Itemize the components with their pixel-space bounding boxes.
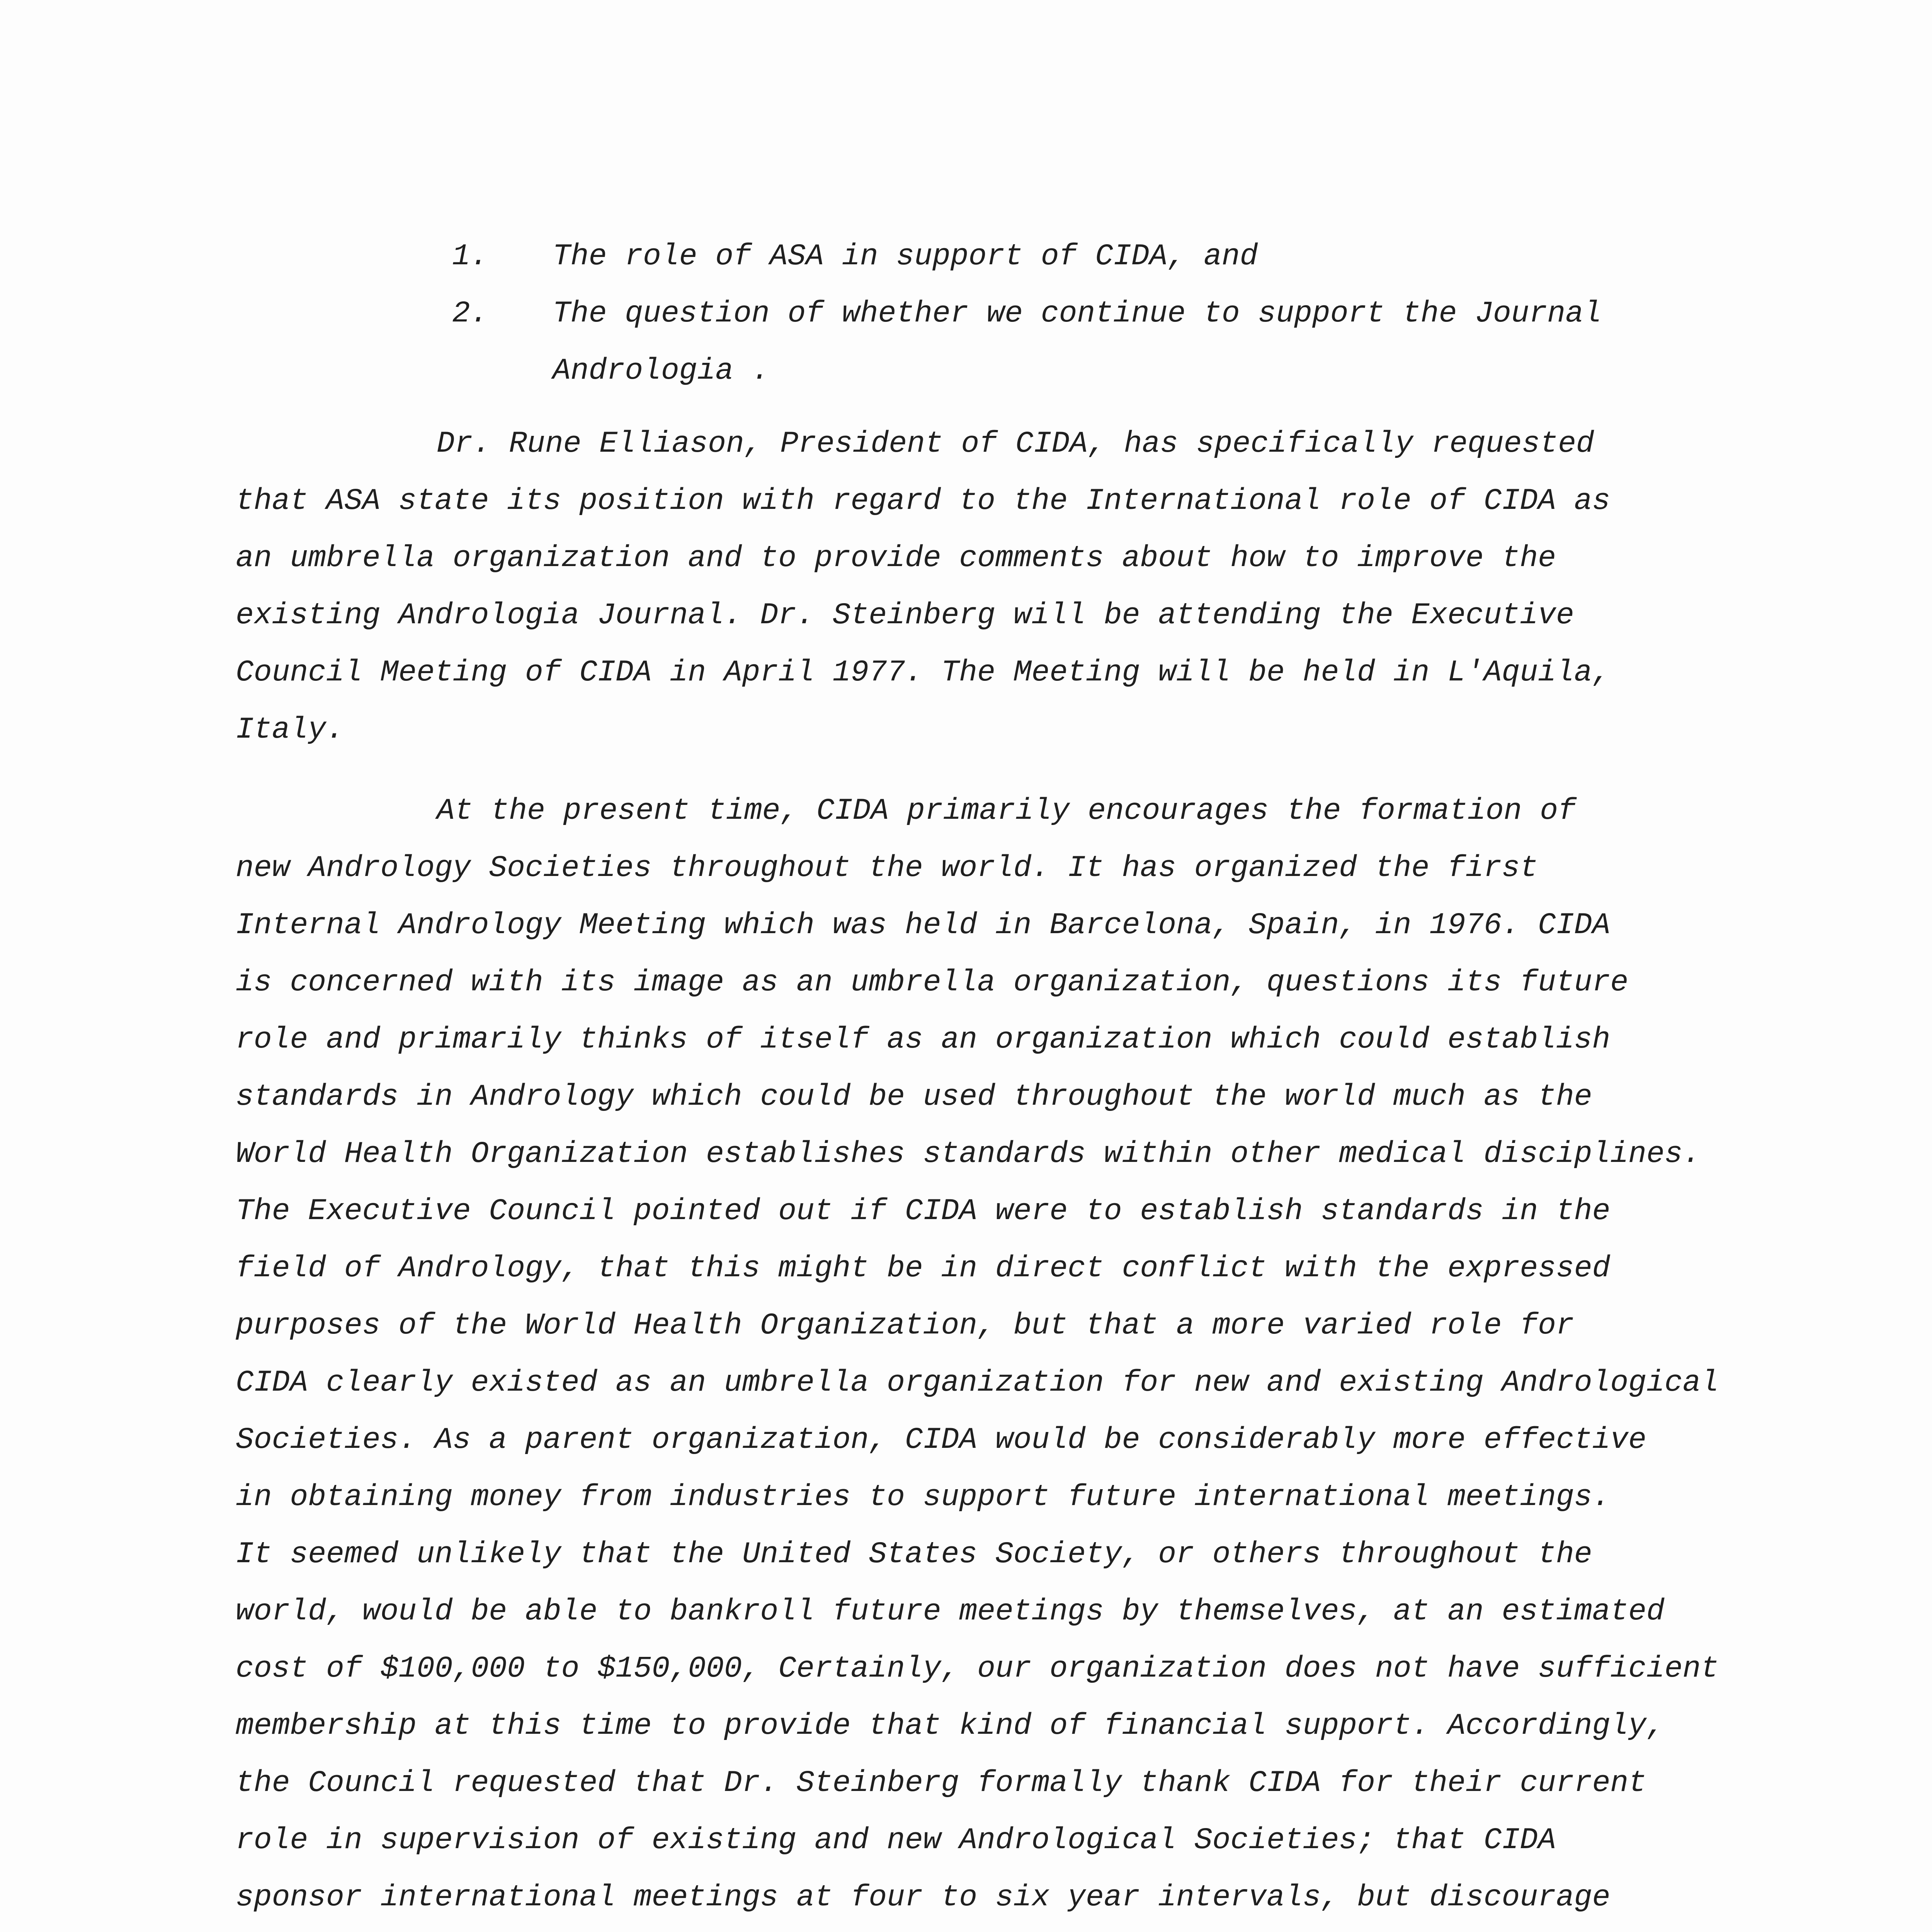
- text-line: role in supervision of existing and new Andrological Societies; that CIDA: [236, 1823, 1556, 1857]
- list-item-number: 2.: [452, 297, 488, 331]
- text-line: that ASA state its position with regard to the International role of CIDA as: [236, 484, 1611, 518]
- list-item: [452, 285, 1727, 342]
- text-line: Council Meeting of CIDA in April 1977. The Meeting will be held in L'Aquila,: [236, 656, 1611, 690]
- list-item-text: Andrologia .: [553, 354, 770, 388]
- text-line: sponsor international meetings at four to six year intervals, but discourage: [236, 1881, 1611, 1915]
- list-item-text: The role of ASA in support of CIDA, and: [553, 240, 1258, 274]
- text-line: new Andrology Societies throughout the world. It has organized the first: [236, 851, 1538, 885]
- paragraph-cida-role: [236, 782, 1839, 1932]
- text-line: is concerned with its image as an umbrella organization, questions its future: [236, 966, 1629, 1000]
- text-line: the Council requested that Dr. Steinberg formally thank CIDA for their current: [236, 1766, 1646, 1800]
- text-line: The Executive Council pointed out if CIDA were to establish standards in the: [236, 1194, 1611, 1228]
- text-line: membership at this time to provide that kind of financial support. Accordingly,: [236, 1709, 1665, 1743]
- text-line: Internal Andrology Meeting which was held in Barcelona, Spain, in 1976. CIDA: [236, 908, 1611, 942]
- text-line: existing Andrologia Journal. Dr. Steinberg will be attending the Executive: [236, 599, 1574, 633]
- text-line: Dr. Rune Elliason, President of CIDA, has specifically requested: [437, 427, 1594, 461]
- text-line: in obtaining money from industries to support future international meetings.: [236, 1480, 1611, 1514]
- list-item: [452, 228, 1727, 285]
- paragraph-cida-position: [236, 415, 1839, 759]
- text-line: standards in Andrology which could be used throughout the world much as the: [236, 1080, 1592, 1114]
- text-line: role and primarily thinks of itself as an organization which could establish: [236, 1023, 1611, 1057]
- text-line: an umbrella organization and to provide comments about how to improve the: [236, 541, 1556, 575]
- text-line: world, would be able to bankroll future meetings by themselves, at an estimated: [236, 1595, 1665, 1629]
- text-line: Societies. As a parent organization, CIDA would be considerably more effective: [236, 1423, 1646, 1457]
- text-line: World Health Organization establishes standards within other medical disciplines.: [236, 1137, 1701, 1171]
- text-line: cost of $100,000 to $150,000, Certainly, our organization does not have sufficient: [236, 1652, 1719, 1686]
- text-line: Italy.: [236, 713, 344, 747]
- text-line: purposes of the World Health Organization, but that a more varied role for: [236, 1309, 1574, 1343]
- text-line: [236, 1926, 1839, 1932]
- numbered-list: [452, 228, 1727, 400]
- list-item-continuation: [452, 342, 1727, 400]
- list-item-text: The question of whether we continue to support the Journal: [553, 297, 1602, 331]
- text-line: field of Andrology, that this might be in direct conflict with the expressed: [236, 1252, 1611, 1286]
- list-item-number: 1.: [452, 240, 488, 274]
- text-line: At the present time, CIDA primarily encourages the formation of: [437, 794, 1576, 828]
- text-line: It seemed unlikely that the United States Society, or others throughout the: [236, 1537, 1592, 1571]
- text-line: CIDA clearly existed as an umbrella organization for new and existing Andrological: [236, 1366, 1719, 1400]
